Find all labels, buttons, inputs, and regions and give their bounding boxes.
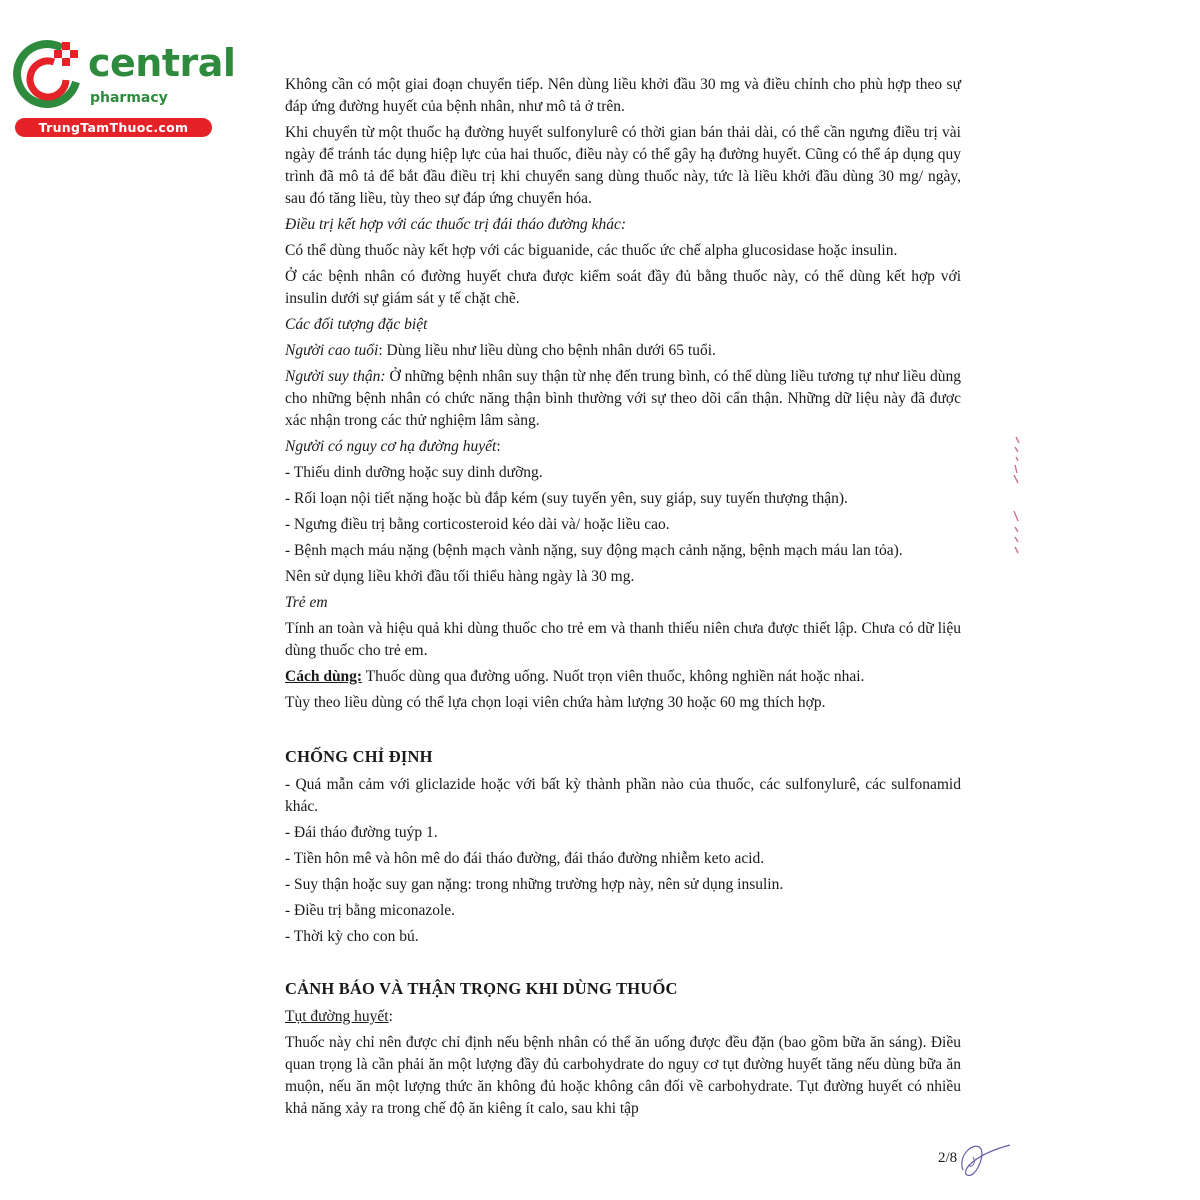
paragraph-switch-sulfonylurea: Khi chuyển từ một thuốc hạ đường huyết sulfonylurê có thời gian bán thải dài, có thể cần ngưng điều trị vài ngày để tránh tác dụng hiệp lực của hai thuốc, điều này có thể gây hạ đường huyết. Cũng có thể áp dụng quy trình đã mô tả để bắt đầu điều trị khi chuyển sang dùng thuốc này, tức là liều khởi đầu dùng 30 mg/ ngày, sau đó tăng liều, tùy theo sự đáp ứng chuyển hóa. (285, 124, 961, 207)
usage-text: Thuốc dùng qua đường uống. Nuốt trọn viên thuốc, không nghiền nát hoặc nhai. (362, 668, 865, 685)
logo-site-badge: TrungTamThuoc.com (15, 118, 212, 137)
paragraph-renal (285, 366, 961, 432)
hypoglycemia-label: Tụt đường huyết (285, 1008, 389, 1025)
section-heading-warnings: CẢNH BÁO VÀ THẬN TRỌNG KHI DÙNG THUỐC (285, 979, 678, 998)
list-item: - Suy thận hoặc suy gan nặng: trong những trường hợp này, nên sử dụng insulin. (285, 876, 784, 893)
logo-brand-text: central (88, 41, 236, 85)
paragraph-hypoglycemia: Thuốc này chỉ nên được chỉ định nếu bệnh nhân có thể ăn uống được đều đặn (bao gồm bữa ăn sáng). Điều quan trọng là cần phải ăn một lượng đầy đủ carbohydrate do nguy cơ tụt đường huyết tăng nếu dùng bữa ăn muộn, nếu ăn một lượng thức ăn không đủ hoặc không cân đối về carbohydrate. Tụt đường huyết có nhiều khả năng xảy ra trong chế độ ăn kiêng ít calo, sau khi tập (285, 1034, 961, 1117)
paragraph-no-transition: Không cần có một giai đoạn chuyển tiếp. Nên dùng liều khởi đầu 30 mg và điều chỉnh cho phù hợp theo sự đáp ứng đường huyết của bệnh nhân, như mô tả ở trên. (285, 76, 961, 115)
risk-heading-text: Người có nguy cơ hạ đường huyết (285, 438, 497, 455)
subheading-hypoglycemia-risk (285, 436, 961, 458)
central-pharmacy-logo (10, 38, 236, 138)
signature-icon (955, 1135, 1015, 1185)
logo-sub-text: pharmacy (90, 90, 168, 106)
page-number: 2/8 (938, 1150, 958, 1166)
paragraph-combination: Có thể dùng thuốc này kết hợp với các biguanide, các thuốc ức chế alpha glucosidase hoặc insulin. (285, 242, 898, 259)
paragraph-min-dose: Nên sử dụng liều khởi đầu tối thiểu hàng ngày là 30 mg. (285, 568, 635, 585)
paragraph-insulin-combo: Ở các bệnh nhân có đường huyết chưa được kiểm soát đầy đủ bằng thuốc này, có thể dùng kết hợp với insulin dưới sự giám sát y tế chặt chẽ. (285, 268, 961, 307)
list-item: - Đái tháo đường tuýp 1. (285, 824, 438, 841)
margin-stamp-marks (1010, 435, 1030, 565)
renal-text: Ở những bệnh nhân suy thận từ nhẹ đến trung bình, có thể dùng liều tương tự như liều dùng cho những bệnh nhân có chức năng thận bình thường với sự theo dõi cẩn thận. Những dữ liệu này đã được xác nhận trong các thử nghiệm lâm sàng. (285, 368, 961, 429)
section-heading-contraindications: CHỐNG CHỈ ĐỊNH (285, 747, 433, 766)
subheading-children: Trẻ em (285, 594, 328, 611)
paragraph-children: Tính an toàn và hiệu quả khi dùng thuốc cho trẻ em và thanh thiếu niên chưa được thiết lập. Chưa có dữ liệu dùng thuốc cho trẻ em. (285, 620, 961, 659)
list-item: - Ngưng điều trị bằng corticosteroid kéo dài và/ hoặc liều cao. (285, 516, 670, 533)
paragraph-usage (285, 666, 961, 688)
pharmacy-cross-logo-icon (10, 38, 88, 116)
paragraph-usage-strength: Tùy theo liều dùng có thể lựa chọn loại viên chứa hàm lượng 30 hoặc 60 mg thích hợp. (285, 694, 826, 711)
list-item: - Thời kỳ cho con bú. (285, 928, 419, 945)
risk-heading-colon: : (496, 438, 501, 455)
subheading-special-groups: Các đối tượng đặc biệt (285, 316, 428, 333)
list-item: - Thiếu dinh dưỡng hoặc suy dinh dưỡng. (285, 464, 543, 481)
subheading-hypoglycemia (285, 1006, 961, 1028)
subheading-combination: Điều trị kết hợp với các thuốc trị đái tháo đường khác: (285, 216, 627, 233)
list-item: - Rối loạn nội tiết nặng hoặc bù đắp kém (suy tuyến yên, suy giáp, suy tuyến thượng thận). (285, 490, 848, 507)
paragraph-elderly (285, 340, 961, 362)
hypoglycemia-colon: : (388, 1008, 393, 1025)
list-item: - Tiền hôn mê và hôn mê do đái tháo đường, đái tháo đường nhiễm keto acid. (285, 850, 765, 867)
usage-label: Cách dùng: (285, 668, 363, 685)
document-page (285, 74, 961, 1124)
list-item: - Bệnh mạch máu nặng (bệnh mạch vành nặng, suy động mạch cảnh nặng, bệnh mạch máu lan tỏa). (285, 542, 903, 559)
renal-label: Người suy thận: (285, 368, 386, 385)
list-item: - Quá mẫn cảm với gliclazide hoặc với bất kỳ thành phần nào của thuốc, các sulfonylurê, các sulfonamid khác. (285, 776, 961, 815)
elderly-text: : Dùng liều như liều dùng cho bệnh nhân dưới 65 tuổi. (378, 342, 716, 359)
elderly-label: Người cao tuổi (285, 342, 379, 359)
list-item: - Điều trị bằng miconazole. (285, 902, 456, 919)
